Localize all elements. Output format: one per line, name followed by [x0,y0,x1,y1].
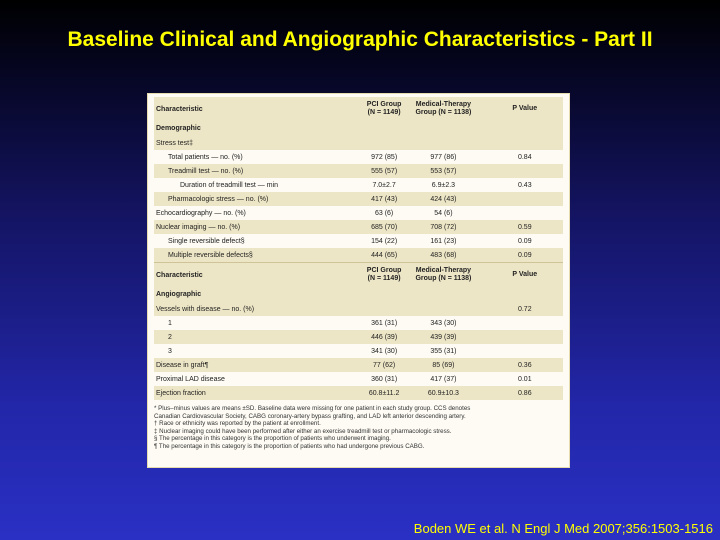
section-row [154,287,563,302]
table-body [154,97,563,400]
row-pci-value: 7.0±2.7 [372,181,396,189]
footnote: Canadian Cardiovascular Society, CABG coronary-artery bypass grafting, and LAD left anterior descending artery. [154,412,466,420]
table-row [154,178,563,192]
row-characteristic: Multiple reversible defects§ [154,248,360,263]
row-p-value: 0.86 [479,386,563,400]
row-pci-value: 360 (31) [371,375,398,383]
table-row [154,316,563,330]
row-medical-therapy-value: 343 (30) [430,319,457,327]
footnote: § The percentage in this category is the proportion of patients who underwent imaging. [154,435,391,442]
header-med-label: Medical-Therapy [415,101,472,108]
row-medical-therapy-value: 161 (23) [430,237,457,245]
header-med-n: Group (N = 1138) [415,109,472,116]
row-p-value: 0.01 [517,375,532,383]
table-row [154,302,563,316]
row-p-value: 0.72 [479,302,563,316]
row-pci-value: 60.8±11.2 [360,386,408,400]
row-characteristic: 2 [154,330,360,344]
table-row [154,234,563,248]
row-pci-value: 417 (43) [360,192,408,206]
header-med-label: Medical-Therapy [415,267,472,274]
row-pci-value: 77 (62) [360,358,408,372]
row-medical-therapy-value: 708 (72) [408,220,478,234]
row-characteristic: Disease in graft¶ [154,358,360,372]
table-row [154,150,563,164]
section-label: Demographic [154,121,563,136]
table-row [154,358,563,372]
row-p-value: 0.09 [517,237,532,245]
row-p-value: 0.36 [479,358,563,372]
header-pci-group [360,97,408,121]
table-row [154,386,563,400]
row-p-value: 0.43 [517,181,532,189]
row-p-value [479,344,563,358]
row-characteristic: Stress test‡ [154,136,360,150]
row-characteristic: Vessels with disease — no. (%) [154,302,360,316]
section-row [154,121,563,136]
characteristics-table [154,97,563,400]
row-characteristic: 1 [168,319,172,327]
row-medical-therapy-value: 417 (37) [430,375,457,383]
row-pci-value: 685 (70) [360,220,408,234]
header-pci-n: (N = 1149) [367,275,401,282]
characteristics-table-panel [147,93,570,468]
row-pci-value [360,302,408,316]
footnote: * Plus–minus values are means ±SD. Baseline data were missing for one patient in each study group. CCS denotes [154,405,471,412]
row-medical-therapy-value: 439 (39) [408,330,478,344]
row-medical-therapy-value: 483 (68) [408,248,478,263]
row-p-value [479,330,563,344]
row-p-value [479,164,563,178]
header-p-value: P Value [479,97,563,121]
row-medical-therapy-value: 553 (57) [408,164,478,178]
row-characteristic: Nuclear imaging — no. (%) [154,220,360,234]
row-pci-value: 361 (31) [371,319,398,327]
row-pci-value: 446 (39) [360,330,408,344]
row-pci-value: 63 (6) [374,209,394,217]
row-p-value [479,136,563,150]
table-row [154,248,563,263]
table-row [154,164,563,178]
header-characteristic: Characteristic [154,263,360,288]
table-row [154,192,563,206]
table-row [154,344,563,358]
header-medical-therapy-group [408,97,478,121]
header-pci-group [360,263,408,288]
row-pci-value: 555 (57) [360,164,408,178]
row-characteristic: Pharmacologic stress — no. (%) [154,192,360,206]
row-pci-value [360,136,408,150]
table-row [154,372,563,386]
header-pci-label: PCI Group [366,101,402,108]
slide-title: Baseline Clinical and Angiographic Characteristics - Part II [67,28,653,51]
row-p-value [479,316,563,330]
row-medical-therapy-value: 54 (6) [434,209,453,217]
row-p-value: 0.84 [517,153,532,161]
table-row [154,206,563,220]
row-medical-therapy-value [408,302,478,316]
table-header-row [154,263,563,288]
row-characteristic: Echocardiography — no. (%) [156,209,246,217]
header-characteristic: Characteristic [154,97,360,121]
row-characteristic: 3 [168,347,172,355]
row-characteristic: Treadmill test — no. (%) [154,164,360,178]
table-row [154,330,563,344]
row-p-value: 0.09 [479,248,563,263]
row-medical-therapy-value [408,136,478,150]
row-medical-therapy-value: 977 (86) [430,153,457,161]
footnote: ‡ Nuclear imaging could have been performed after either an exercise treadmill test or pharmacologic stress. [154,427,452,435]
row-p-value [479,206,563,220]
header-pci-label: PCI Group [366,267,402,274]
row-medical-therapy-value: 355 (31) [430,347,457,355]
row-characteristic: Proximal LAD disease [156,375,225,383]
header-p-value: P Value [479,263,563,288]
header-med-n: Group (N = 1138) [415,275,472,282]
row-pci-value: 341 (30) [371,347,398,355]
table-header-row [154,97,563,121]
row-medical-therapy-value: 6.9±2.3 [431,181,456,189]
section-label: Angiographic [154,287,563,302]
table-row [154,136,563,150]
row-pci-value: 972 (85) [371,153,398,161]
row-medical-therapy-value: 85 (69) [408,358,478,372]
footnote: ¶ The percentage in this category is the proportion of patients who had undergone previous CABG. [154,442,425,450]
row-p-value [479,192,563,206]
row-characteristic: Single reversible defect§ [168,237,245,245]
table-row [154,220,563,234]
row-pci-value: 444 (65) [360,248,408,263]
header-medical-therapy-group [408,263,478,288]
row-characteristic: Total patients — no. (%) [168,153,243,161]
row-p-value: 0.59 [479,220,563,234]
header-pci-n: (N = 1149) [367,109,401,116]
row-pci-value: 154 (22) [371,237,398,245]
row-characteristic: Duration of treadmill test — min [180,181,279,189]
row-medical-therapy-value: 424 (43) [408,192,478,206]
row-characteristic: Ejection fraction [154,386,360,400]
row-medical-therapy-value: 60.9±10.3 [408,386,478,400]
citation: Boden WE et al. N Engl J Med 2007;356:1503-1516 [413,521,713,536]
footnote: † Race or ethnicity was reported by the patient at enrollment. [154,420,321,427]
table-footnotes [154,405,563,450]
